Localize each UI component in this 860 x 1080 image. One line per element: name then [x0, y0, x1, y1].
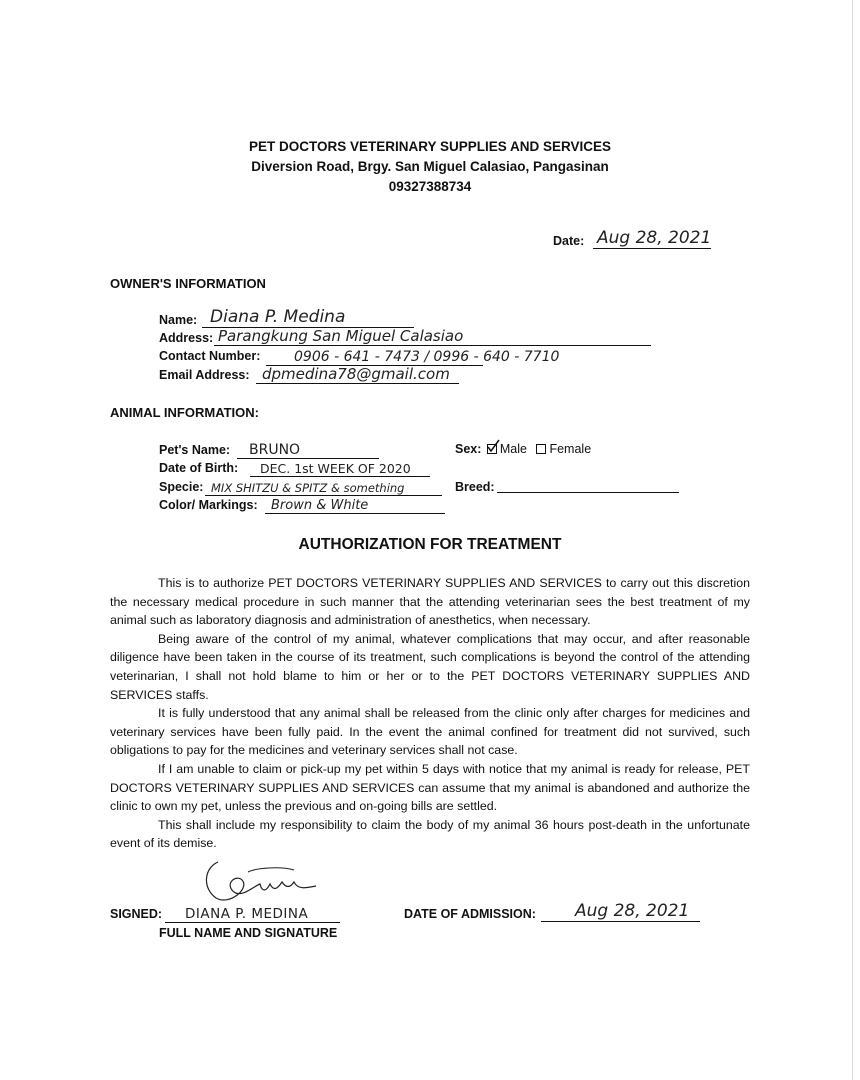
email-field — [256, 363, 459, 384]
name-label: Name: — [159, 313, 198, 327]
authorization-title: AUTHORIZATION FOR TREATMENT — [298, 536, 562, 553]
authorization-paragraph: It is fully understood that any animal shall be released from the clinic only after charges for medicines and veterinary services have been fully paid. In the event the animal confined for treatment did not survived, such obligations to pay for the medicines and veterinary services shall not case. — [110, 706, 750, 758]
specie-field — [205, 476, 442, 496]
female-option-label: Female — [549, 442, 592, 456]
pet-name-value: BRUNO — [249, 442, 301, 458]
address-field — [214, 325, 651, 346]
female-checkbox[interactable] — [536, 444, 546, 454]
checkmark-icon — [486, 439, 500, 453]
pet-name-label: Pet's Name: — [159, 443, 231, 457]
date-label: Date: — [553, 234, 585, 248]
business-phone: 09327388734 — [388, 179, 472, 194]
breed-label: Breed: — [455, 480, 495, 494]
authorization-paragraph: This shall include my responsibility to claim the body of my animal 36 hours post-death in the unfortunate event of its demise. — [110, 817, 750, 851]
contact-value: 0906 - 641 - 7473 / 0996 - 640 - 7710 — [294, 349, 560, 365]
business-address: Diversion Road, Brgy. San Miguel Calasiao, Pangasinan — [251, 159, 609, 174]
male-option-label: Male — [499, 442, 527, 456]
authorization-paragraph: If I am unable to claim or pick-up my pet within 5 days with notice that my animal is ready for release, PET DOCTORS VETERINARY SUPPLIES AND SERVICES can assume that my animal is abandoned and authorize the clinic to own my pet, unless the previous and on-going bills are settled. — [110, 761, 750, 814]
address-label: Address: — [159, 331, 214, 345]
business-name: PET DOCTORS VETERINARY SUPPLIES AND SERVICES — [248, 139, 612, 154]
specie-value: MIX SHITZU & SPITZ & something — [211, 481, 405, 495]
dob-label: Date of Birth: — [159, 461, 239, 475]
signed-label: SIGNED: — [110, 907, 163, 921]
date-value: Aug 28, 2021 — [597, 228, 712, 248]
sex-field — [455, 442, 591, 456]
color-value: Brown & White — [271, 498, 369, 513]
email-label: Email Address: — [159, 368, 250, 382]
signed-name-value: DIANA P. MEDINA — [185, 906, 309, 922]
animal-heading: ANIMAL INFORMATION: — [110, 405, 259, 420]
name-value: Diana P. Medina — [210, 307, 346, 327]
dob-field — [250, 457, 430, 477]
authorization-paragraph: Being aware of the control of my animal, whatever complications that may occur, and after reasonable diligence have been taken in the course of its treatment, such complications is beyond the control of the attending veterinarian, I shall not hold blame to him or her or to the PET DOCTORS VETERINARY SUPPLIES AND SERVICES staffs. — [110, 631, 750, 702]
admission-field — [541, 899, 700, 922]
authorization-paragraph: This is to authorize PET DOCTORS VETERINARY SUPPLIES AND SERVICES to carry out this discretion the necessary medical procedure in such manner that the attending veterinarian sees the best treatment of my animal such as laboratory diagnosis and administration of anesthetics, when necessary. — [110, 576, 750, 628]
signed-field — [165, 903, 340, 923]
email-value: dpmedina78@gmail.com — [262, 365, 450, 383]
breed-field — [497, 476, 679, 493]
dob-value: DEC. 1st WEEK OF 2020 — [260, 461, 411, 476]
color-label: Color/ Markings: — [159, 498, 258, 512]
admission-label: DATE OF ADMISSION: — [404, 907, 536, 921]
contact-label: Contact Number: — [159, 349, 261, 363]
sex-label: Sex: — [455, 442, 482, 456]
color-field — [265, 494, 445, 514]
admission-value: Aug 28, 2021 — [575, 901, 690, 921]
signature-caption: FULL NAME AND SIGNATURE — [159, 926, 338, 940]
address-value: Parangkung San Miguel Calasiao — [218, 327, 464, 345]
specie-label: Specie: — [159, 480, 204, 494]
authorization-body — [110, 574, 750, 853]
date-field — [593, 226, 711, 249]
male-checkbox[interactable] — [487, 444, 497, 454]
owner-heading: OWNER'S INFORMATION — [110, 276, 266, 291]
pet-name-field — [237, 439, 379, 459]
